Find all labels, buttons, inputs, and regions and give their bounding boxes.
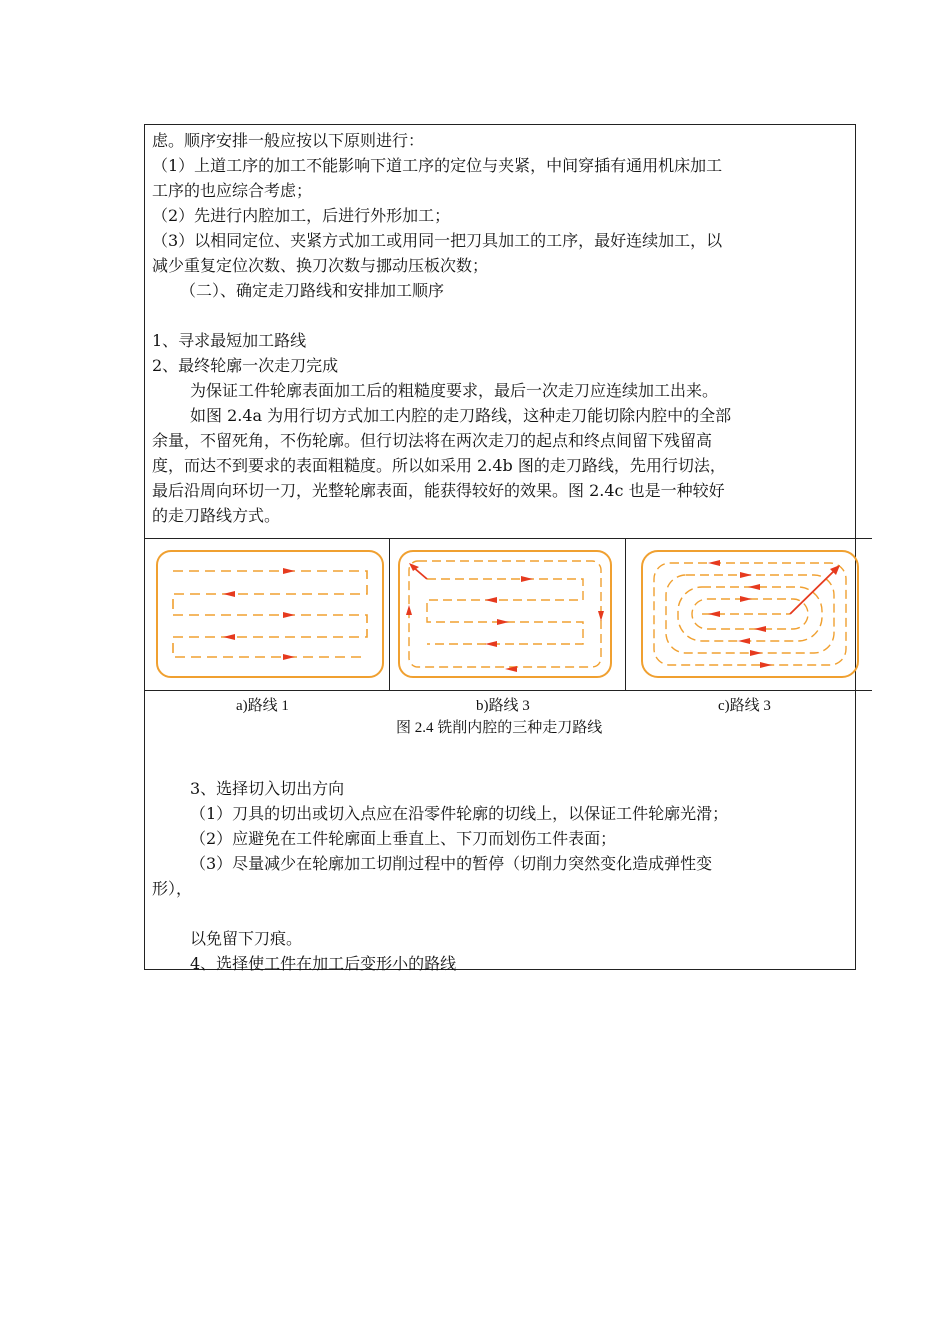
paragraph-line: 度，而达不到要求的表面粗糙度。所以如采用 2.4b 图的走刀路线，先用行切法，	[152, 456, 726, 475]
figure-caption-b: b)路线 3	[476, 698, 530, 714]
figure-row-bottom-border	[144, 690, 872, 691]
route-3-diagram	[640, 549, 862, 681]
figure-cell-divider	[389, 538, 390, 691]
list-item: 1、寻求最短加工路线	[152, 331, 307, 350]
route-2-diagram	[397, 549, 615, 681]
arrow-icon	[598, 611, 604, 621]
paragraph-line: （2）先进行内腔加工，后进行外形加工；	[152, 206, 451, 225]
paragraph-line: 以免留下刀痕。	[190, 929, 303, 948]
arrow-icon	[497, 619, 509, 625]
paragraph-line: 的走刀路线方式。	[152, 506, 281, 525]
route-1-diagram	[155, 549, 387, 681]
arrow-icon	[485, 597, 497, 603]
arrow-icon	[750, 650, 762, 656]
section-heading: 4、选择使工件在加工后变形小的路线	[190, 954, 457, 973]
section-heading: （二）、确定走刀路线和安排加工顺序	[180, 281, 445, 300]
arrow-icon	[283, 612, 295, 618]
figure-title: 图 2.4 铣削内腔的三种走刀路线	[396, 720, 603, 736]
arrow-icon	[223, 591, 235, 597]
arrow-icon	[521, 576, 533, 582]
list-item: 2、最终轮廓一次走刀完成	[152, 356, 339, 375]
paragraph-line: （3）尽量减少在轮廓加工切削过程中的暂停（切削力突然变化造成弹性变	[190, 854, 713, 873]
paragraph-line: （1）上道工序的加工不能影响下道工序的定位与夹紧，中间穿插有通用机床加工	[152, 156, 723, 175]
arrow-icon	[754, 626, 766, 632]
paragraph-line: 工序的也应综合考虑；	[152, 181, 313, 200]
arrow-icon	[740, 572, 752, 578]
paragraph-line: 如图 2.4a 为用行切方式加工内腔的走刀路线，这种走刀能切除内腔中的全部	[190, 406, 732, 425]
arrow-icon	[748, 584, 760, 590]
paragraph-line: 为保证工件轮廓表面加工后的粗糙度要求，最后一次走刀应连续加工出来。	[190, 381, 719, 400]
arrow-icon	[223, 634, 235, 640]
paragraph-line: （3）以相同定位、夹紧方式加工或用同一把刀具加工的工序，最好连续加工，以	[152, 231, 723, 250]
figure-caption-c: c)路线 3	[718, 698, 771, 714]
arrow-icon	[283, 654, 295, 660]
paragraph-line: 虑。顺序安排一般应按以下原则进行：	[152, 131, 425, 150]
paragraph-line: （2）应避免在工件轮廓面上垂直上、下刀而划伤工件表面；	[190, 829, 617, 848]
arrow-icon	[708, 611, 720, 617]
arrow-icon	[485, 641, 497, 647]
paragraph-line: 减少重复定位次数、换刀次数与挪动压板次数；	[152, 256, 489, 275]
section-heading: 3、选择切入切出方向	[190, 779, 345, 798]
paragraph-line: （1）刀具的切出或切入点应在沿零件轮廓的切线上，以保证工件轮廓光滑；	[190, 804, 729, 823]
figure-cell-divider	[625, 538, 626, 691]
arrow-icon	[406, 605, 412, 615]
arrow-icon	[760, 662, 772, 668]
arrow-icon	[283, 568, 295, 574]
arrow-icon	[708, 560, 720, 566]
figure-row-top-border	[144, 538, 872, 539]
paragraph-line: 形），	[152, 879, 193, 898]
paragraph-line: 余量，不留死角，不伤轮廓。但行切法将在两次走刀的起点和终点间留下残留高	[152, 431, 713, 450]
arrow-icon	[738, 638, 750, 644]
paragraph-line: 最后沿周向环切一刀，光整轮廓表面，能获得较好的效果。图 2.4c 也是一种较好	[152, 481, 725, 500]
figure-caption-a: a)路线 1	[236, 698, 289, 714]
arrow-icon	[740, 596, 752, 602]
